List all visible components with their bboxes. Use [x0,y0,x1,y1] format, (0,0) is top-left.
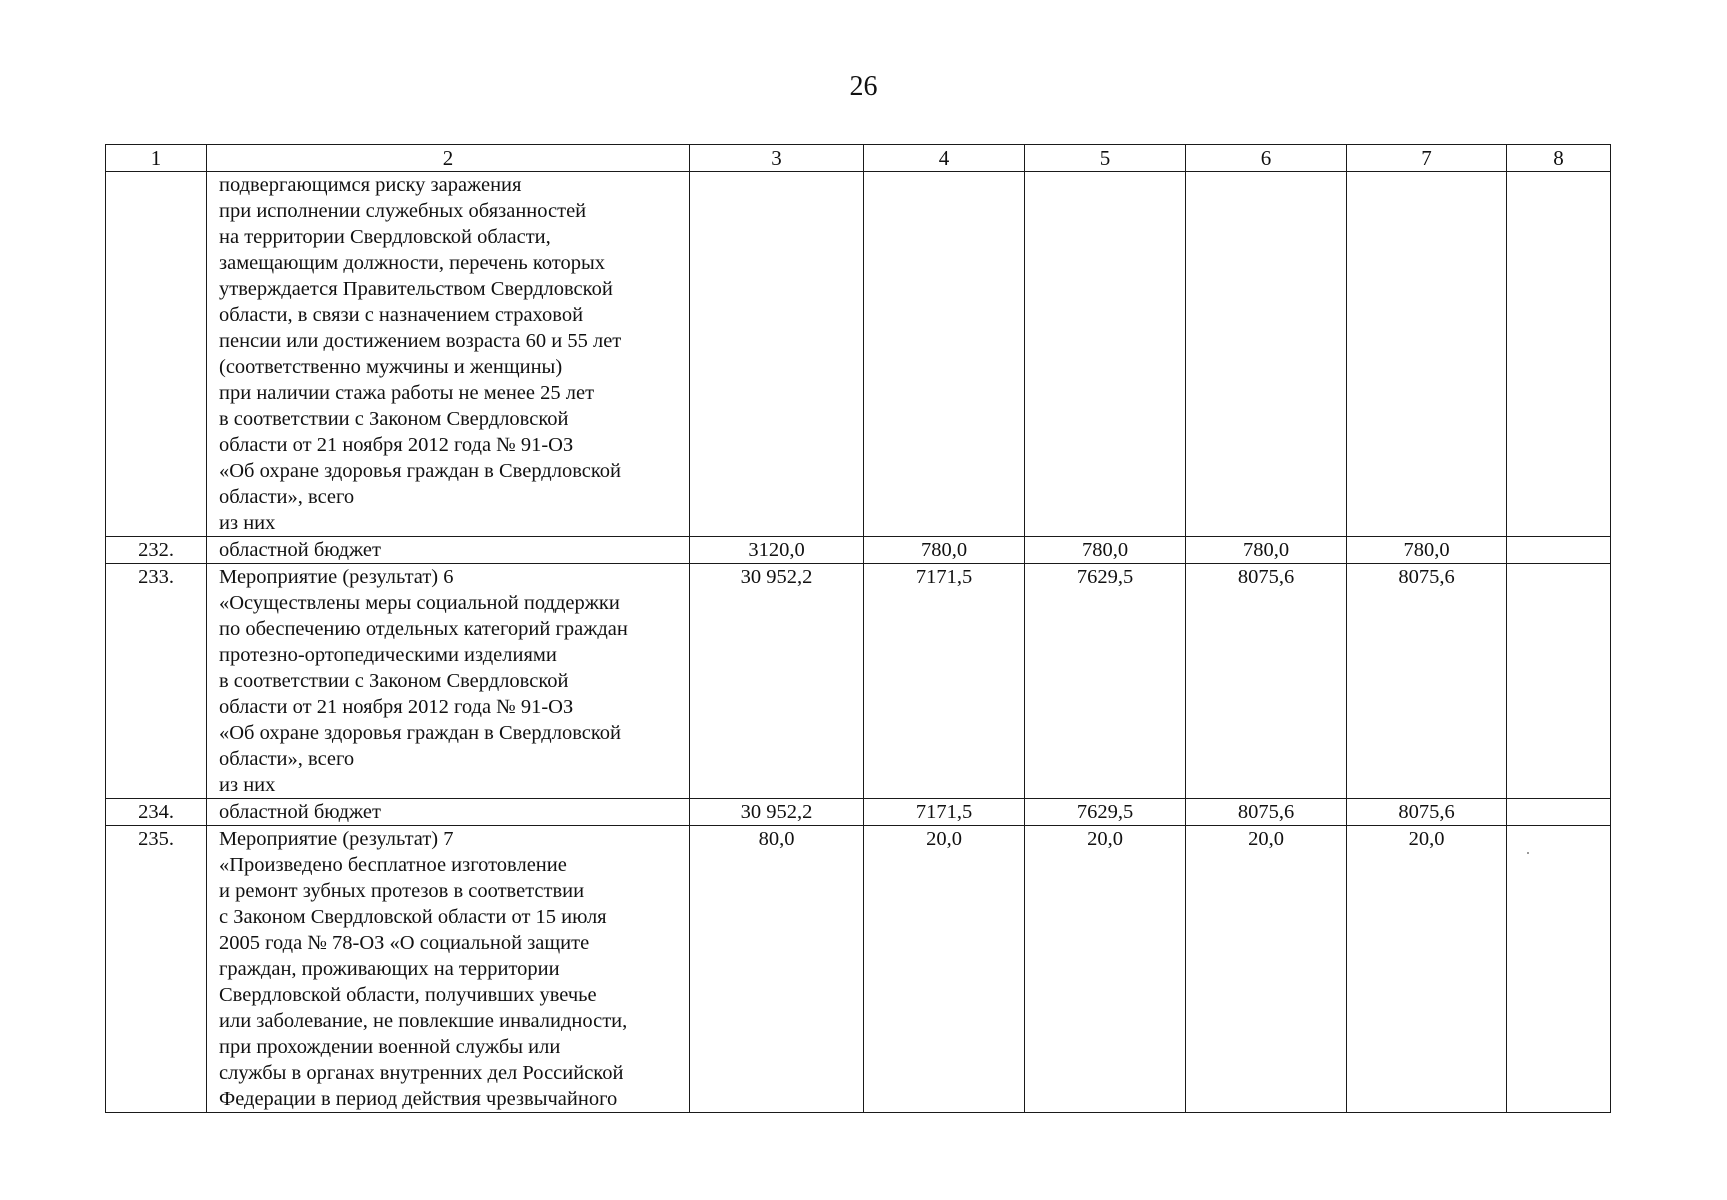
description-line: службы в органах внутренних дел Российской [219,1062,624,1084]
description-line: протезно-ортопедическими изделиями [219,644,557,666]
description-line: на территории Свердловской области, [219,226,551,248]
description-line: пенсии или достижением возраста 60 и 55 лет [219,330,622,352]
page-number: 26 [849,71,878,102]
value-cell [1507,564,1611,799]
value-cell [1347,799,1507,826]
description-line: области от 21 ноября 2012 года № 91-ОЗ [219,434,574,456]
table-row [106,826,1611,1113]
amount: 30 952,2 [740,801,813,823]
row-number: 235. [106,826,207,1113]
description-line: подвергающимся риску заражения [219,174,522,196]
table-row [106,172,1611,537]
value-cell [1347,172,1507,537]
description-line: области, в связи с назначением страховой [219,304,584,326]
amount: 7171,5 [915,566,973,588]
description-line: «Осуществлены меры социальной поддержки [219,592,620,614]
amount: 8075,6 [1398,566,1455,588]
value-cell [1025,537,1186,564]
description-line: утверждается Правительством Свердловской [219,278,613,300]
column-number: 5 [1025,145,1186,172]
table-row [106,537,1611,564]
description-line: по обеспечению отдельных категорий граждан [219,618,628,640]
value-cell [1025,826,1186,1113]
amount: 20,0 [1087,828,1123,850]
amount: 780,0 [920,539,968,561]
budget-table [105,144,1611,1113]
value-cell [864,172,1025,537]
description-line: «Об охране здоровья граждан в Свердловской [219,722,622,744]
amount: 7629,5 [1076,566,1134,588]
description-line: с Законом Свердловской области от 15 июля [219,906,607,928]
amount: 8075,6 [1398,801,1455,823]
column-number: 4 [864,145,1025,172]
amount: 80,0 [758,828,795,850]
value-cell [1186,172,1347,537]
description-line: Свердловской области, получивших увечье [219,984,597,1006]
value-cell [1025,172,1186,537]
value-cell [1347,564,1507,799]
description-line: или заболевание, не повлекшие инвалидности, [219,1010,628,1032]
amount: 780,0 [1081,539,1129,561]
amount: 30 952,2 [740,566,813,588]
amount: 780,0 [1403,539,1450,561]
description-line: Мероприятие (результат) 7 [219,828,454,850]
value-cell [1507,172,1611,537]
description-line: из них [219,774,276,796]
value-cell [864,826,1025,1113]
row-number: 234. [106,799,207,826]
value-cell [1186,799,1347,826]
description-line: области от 21 ноября 2012 года № 91-ОЗ [219,696,574,718]
value-cell [1025,799,1186,826]
value-cell [690,537,864,564]
description-line: из них [219,512,276,534]
column-number: 6 [1186,145,1347,172]
description-line: 2005 года № 78-ОЗ «О социальной защите [219,932,590,954]
description-line: Федерации в период действия чрезвычайного [219,1088,618,1110]
amount: 780,0 [1242,539,1290,561]
description-line: при исполнении служебных обязанностей [219,200,587,222]
description-line: областной бюджет [219,801,381,823]
column-number: 7 [1347,145,1507,172]
description-line: области», всего [219,748,355,770]
description-line: в соответствии с Законом Свердловской [219,670,569,692]
column-number: 1 [106,145,207,172]
description-line: замещающим должности, перечень которых [219,252,606,274]
amount: 20,0 [1248,828,1284,850]
value-cell [690,172,864,537]
column-number: 8 [1507,145,1611,172]
row-description [207,537,690,564]
row-description [207,826,690,1113]
value-cell [1507,799,1611,826]
value-cell [690,564,864,799]
amount: 20,0 [1408,828,1445,850]
description-line: «Произведено бесплатное изготовление [219,854,567,876]
value-cell [690,799,864,826]
description-line: при наличии стажа работы не менее 25 лет [219,382,595,404]
value-cell [1507,826,1611,1113]
value-cell [864,564,1025,799]
scan-speck [1527,852,1529,854]
row-description [207,799,690,826]
row-description [207,564,690,799]
value-cell [1186,826,1347,1113]
value-cell [1025,564,1186,799]
description-line: при прохождении военной службы или [219,1036,561,1058]
description-line: в соответствии с Законом Свердловской [219,408,569,430]
description-line: (соответственно мужчины и женщины) [219,356,563,378]
amount: 7171,5 [915,801,973,823]
value-cell [864,799,1025,826]
value-cell [1507,537,1611,564]
value-cell [864,537,1025,564]
description-line: граждан, проживающих на территории [219,958,560,980]
value-cell [690,826,864,1113]
value-cell [1186,564,1347,799]
amount: 8075,6 [1237,566,1295,588]
description-line: областной бюджет [219,539,381,561]
row-number: 233. [106,564,207,799]
value-cell [1186,537,1347,564]
column-number: 2 [207,145,690,172]
amount: 8075,6 [1237,801,1295,823]
value-cell [1347,826,1507,1113]
amount: 20,0 [926,828,962,850]
description-line: Мероприятие (результат) 6 [219,566,454,588]
amount: 3120,0 [748,539,805,561]
column-number: 3 [690,145,864,172]
row-description [207,172,690,537]
column-number-row [106,145,1611,172]
table-body [106,172,1611,1113]
table-row [106,799,1611,826]
description-line: «Об охране здоровья граждан в Свердловской [219,460,622,482]
description-line: и ремонт зубных протезов в соответствии [219,880,585,902]
amount: 7629,5 [1076,801,1134,823]
row-number [106,172,207,537]
value-cell [1347,537,1507,564]
row-number: 232. [106,537,207,564]
table-row [106,564,1611,799]
description-line: области», всего [219,486,355,508]
